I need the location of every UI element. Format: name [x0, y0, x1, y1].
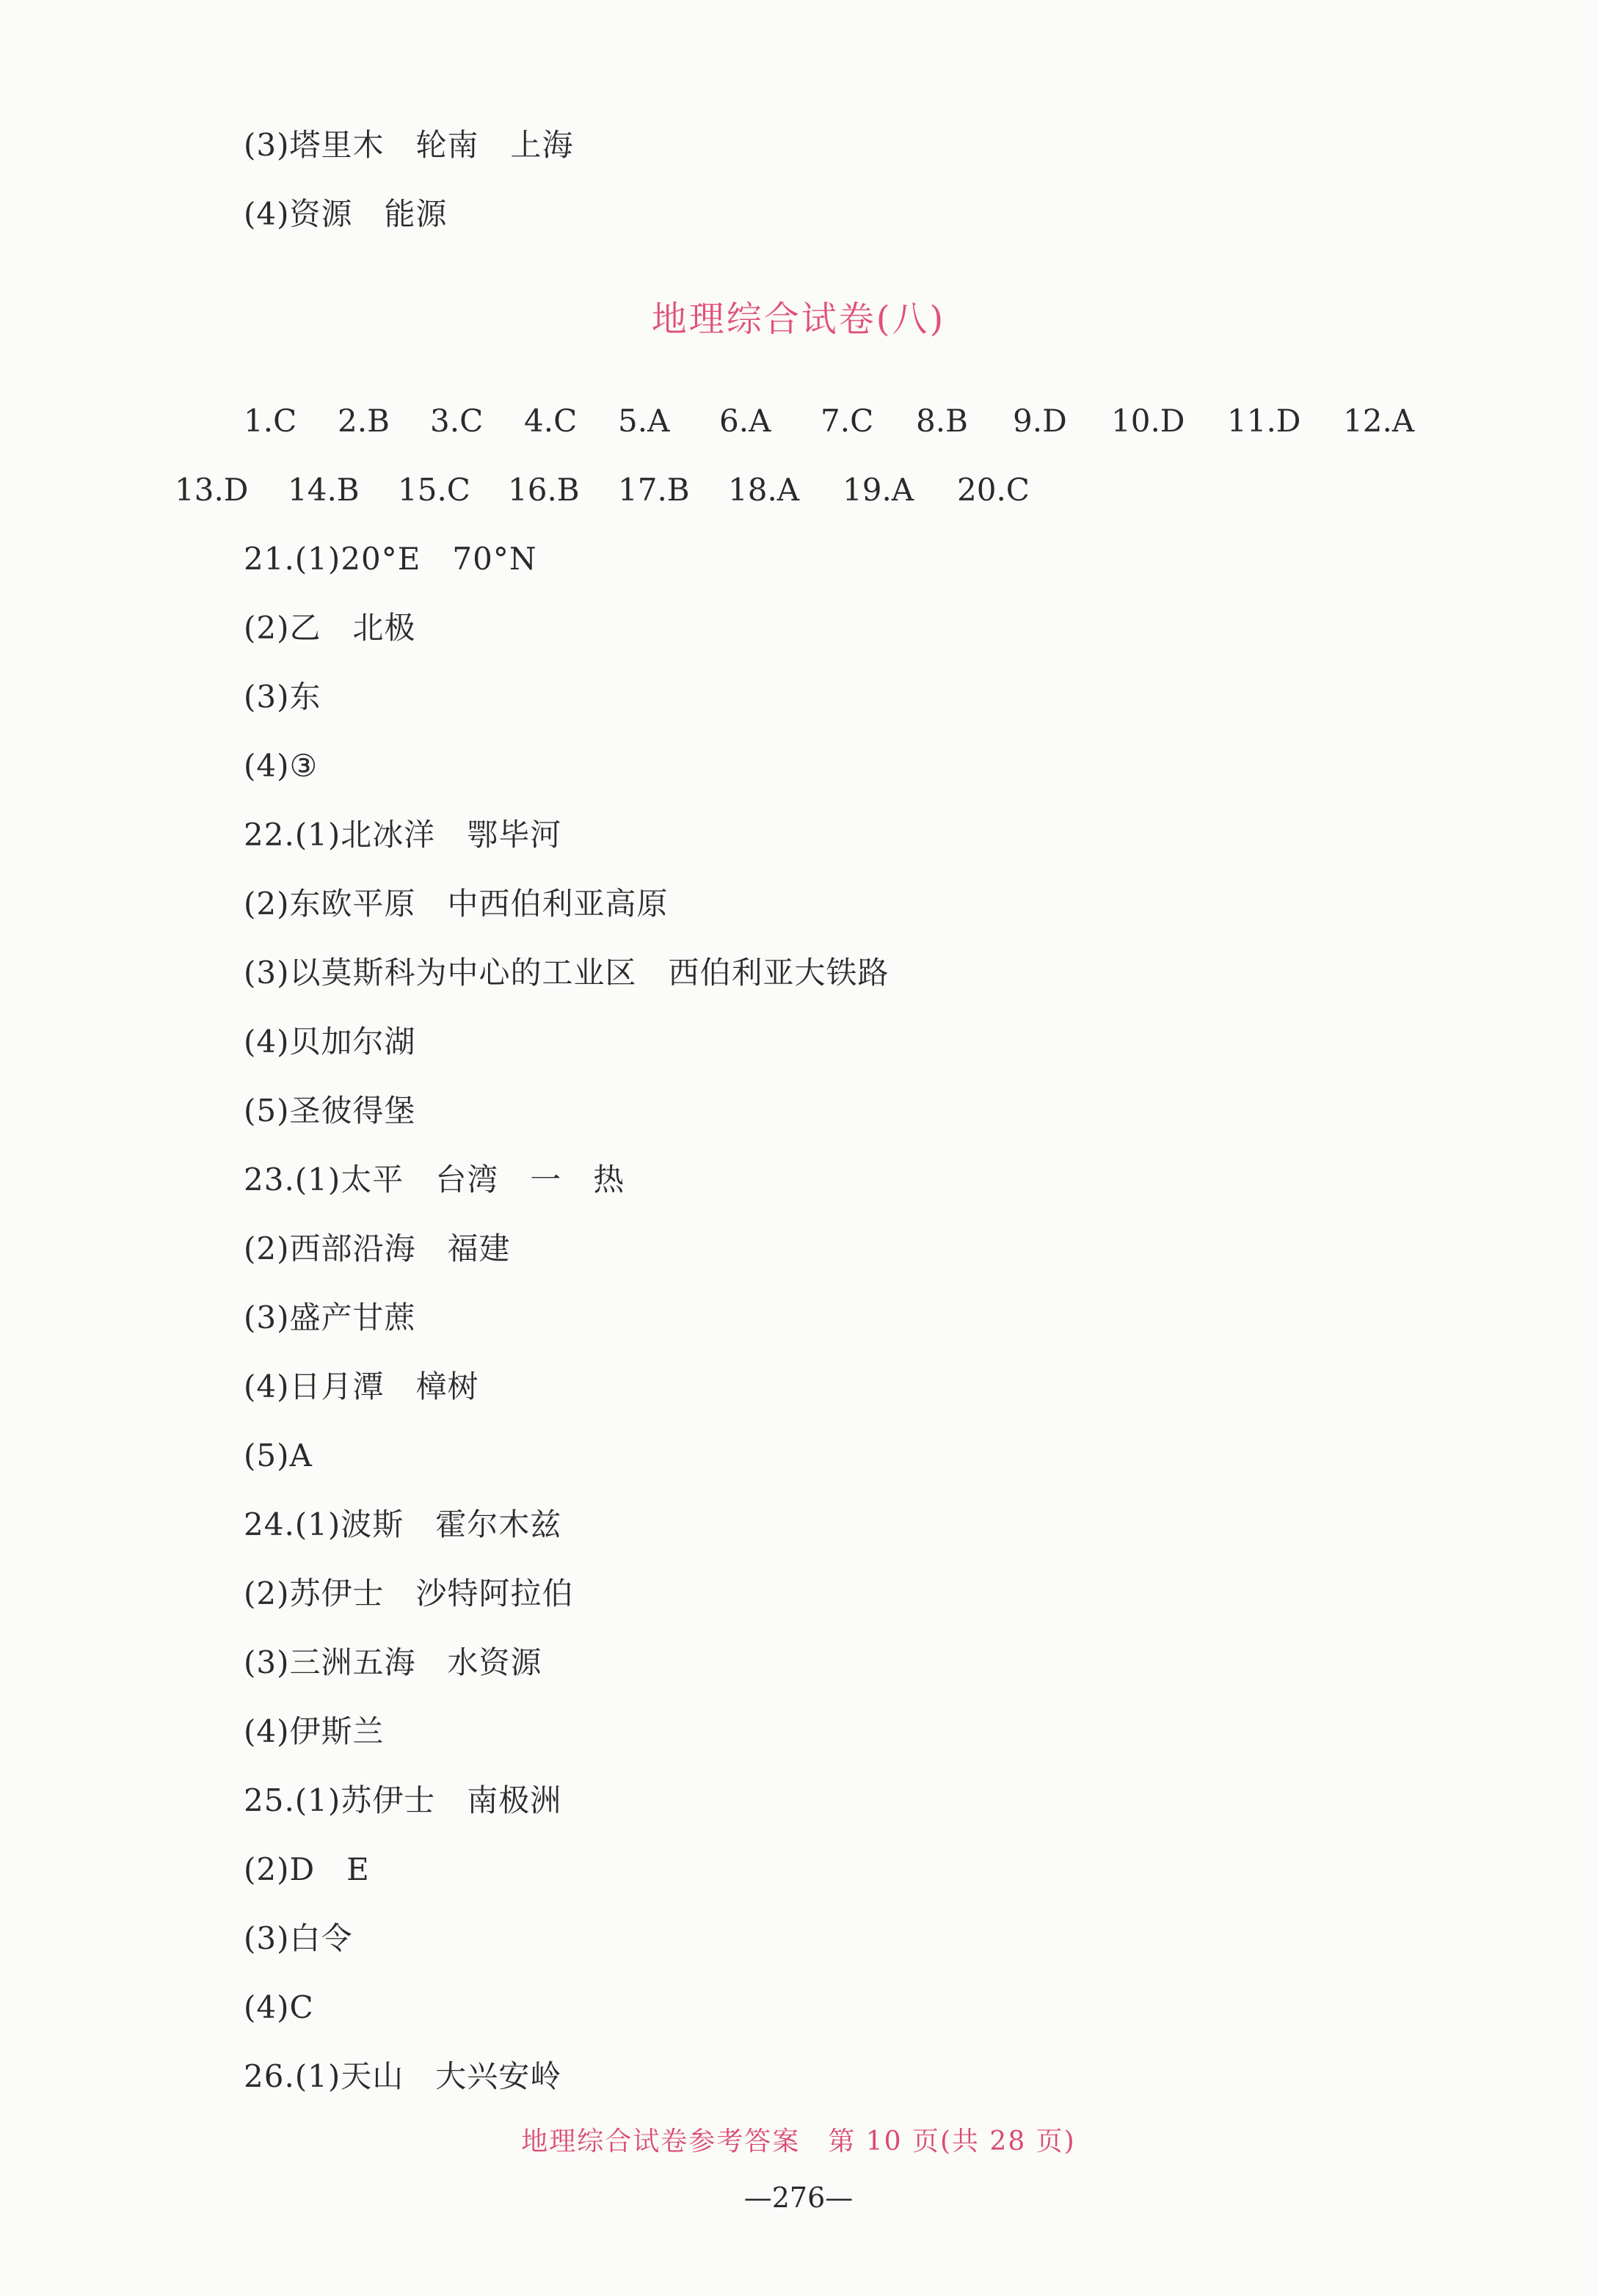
- choice-answer: 17.B: [618, 472, 690, 508]
- answer-line: (4)贝加尔湖: [244, 1024, 416, 1060]
- answer-line: (3)塔里木 轮南 上海: [244, 127, 574, 163]
- answer-line: 23.(1)太平 台湾 一 热: [244, 1162, 625, 1198]
- answer-line: (4)C: [244, 1989, 314, 2025]
- choice-answers-row-2: [0, 468, 1597, 512]
- choice-answer: 14.B: [288, 472, 360, 508]
- answer-line: (3)白令: [244, 1920, 353, 1956]
- answer-line: (5)A: [244, 1437, 313, 1473]
- answer-line: (4)日月潭 樟树: [244, 1369, 479, 1404]
- answer-line: (3)以莫斯科为中心的工业区 西伯利亚大铁路: [244, 955, 890, 991]
- choice-answer: 8.B: [916, 403, 968, 439]
- choice-answer: 5.A: [618, 403, 670, 439]
- answer-line: (4)③: [244, 748, 319, 784]
- answer-line: (2)苏伊士 沙特阿拉伯: [244, 1575, 574, 1611]
- answer-line: 24.(1)波斯 霍尔木兹: [244, 1506, 562, 1542]
- answer-line: (2)D E: [244, 1851, 370, 1887]
- answer-line: 22.(1)北冰洋 鄂毕河: [244, 817, 562, 853]
- answer-line: 25.(1)苏伊士 南极洲: [244, 1782, 562, 1818]
- answer-line: (4)伊斯兰: [244, 1713, 385, 1749]
- choice-answer: 9.D: [1013, 403, 1067, 439]
- page-number: —276—: [743, 2182, 854, 2214]
- choice-answers-row-1: [0, 399, 1597, 443]
- answer-line: (3)三洲五海 水资源: [244, 1644, 542, 1680]
- answer-line: 21.(1)20°E 70°N: [244, 541, 537, 577]
- answer-line: (5)圣彼得堡: [244, 1093, 416, 1129]
- choice-answer: 2.B: [338, 403, 390, 439]
- choice-answer: 7.C: [821, 403, 874, 439]
- choice-answer: 12.A: [1343, 403, 1415, 439]
- choice-answer: 16.B: [508, 472, 580, 508]
- choice-answer: 1.C: [244, 403, 297, 439]
- choice-answer: 3.C: [430, 403, 484, 439]
- choice-answer: 15.C: [398, 472, 470, 508]
- choice-answer: 20.C: [957, 472, 1030, 508]
- choice-answer: 13.D: [175, 472, 249, 508]
- answer-line: (3)盛产甘蔗: [244, 1300, 416, 1335]
- choice-answer: 4.C: [524, 403, 578, 439]
- section-title: 地理综合试卷(八): [651, 299, 946, 340]
- answer-line: (4)资源 能源: [244, 196, 448, 232]
- answer-line: (2)乙 北极: [244, 610, 416, 646]
- choice-answer: 18.A: [728, 472, 800, 508]
- answer-line: (2)东欧平原 中西伯利亚高原: [244, 886, 669, 922]
- choice-answer: 6.A: [719, 403, 771, 439]
- answer-line: 26.(1)天山 大兴安岭: [244, 2058, 562, 2094]
- choice-answer: 11.D: [1227, 403, 1301, 439]
- answer-line: (2)西部沿海 福建: [244, 1231, 511, 1267]
- choice-answer: 19.A: [843, 472, 914, 508]
- page-footer: 地理综合试卷参考答案 第 10 页(共 28 页): [521, 2126, 1076, 2157]
- choice-answer: 10.D: [1111, 403, 1185, 439]
- answer-line: (3)东: [244, 679, 321, 715]
